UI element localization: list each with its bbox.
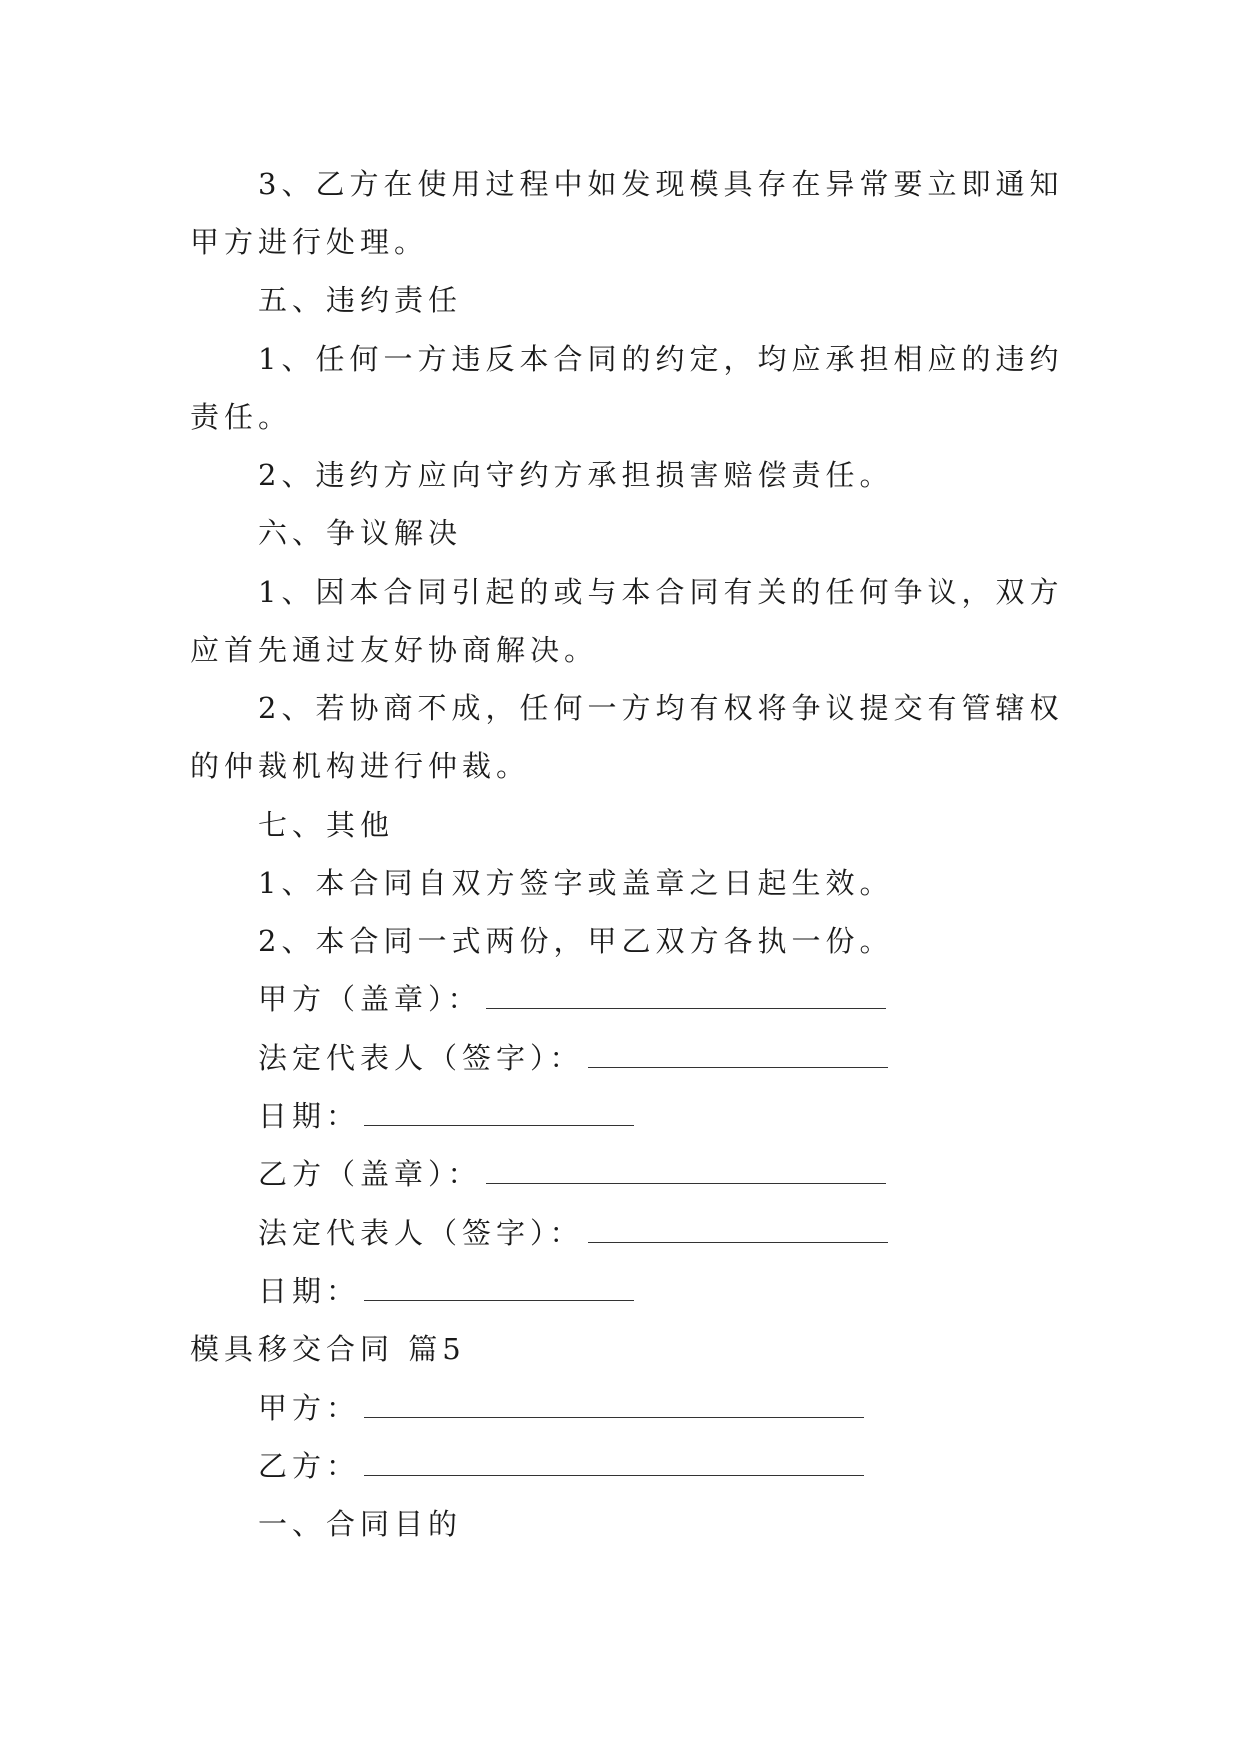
- party-line: [258, 1388, 864, 1428]
- section-heading: 五、违约责任: [258, 283, 463, 317]
- clause-text: 2、本合同一式两份，甲乙双方各执一份。: [258, 924, 894, 958]
- signature-blank[interactable]: [486, 982, 886, 1009]
- party-blank[interactable]: [364, 1449, 864, 1476]
- clause-text: 1、因本合同引起的或与本合同有关的任何争议，双方: [258, 575, 1064, 609]
- section-title: 模具移交合同 篇5: [190, 1332, 466, 1366]
- clause-text: 责任。: [190, 400, 293, 434]
- signature-line: [258, 979, 886, 1019]
- signature-line: [258, 1213, 888, 1253]
- clause-text: 甲方进行处理。: [190, 225, 429, 259]
- clause-text: 的仲裁机构进行仲裁。: [190, 749, 531, 783]
- signature-line: [258, 1038, 888, 1078]
- party-label: 甲方：: [258, 1391, 361, 1425]
- date-blank[interactable]: [364, 1274, 634, 1301]
- signature-line: [258, 1096, 634, 1136]
- signature-blank[interactable]: [486, 1157, 886, 1184]
- clause-text: 1、任何一方违反本合同的约定，均应承担相应的违约: [258, 342, 1064, 376]
- section-heading: 七、其他: [258, 808, 395, 842]
- signature-blank[interactable]: [588, 1216, 888, 1243]
- clause-text: 2、若协商不成，任何一方均有权将争议提交有管辖权: [258, 691, 1064, 725]
- section-heading: 一、合同目的: [258, 1507, 463, 1541]
- party-line: [258, 1446, 864, 1486]
- clause-text: 3、乙方在使用过程中如发现模具存在异常要立即通知: [258, 167, 1064, 201]
- signature-label: 法定代表人（签字）：: [258, 1041, 584, 1075]
- clause-text: 应首先通过友好协商解决。: [190, 633, 599, 667]
- signature-label: 甲方（盖章）：: [258, 982, 482, 1016]
- signature-label: 法定代表人（签字）：: [258, 1216, 584, 1250]
- party-label: 乙方：: [258, 1449, 361, 1483]
- date-blank[interactable]: [364, 1099, 634, 1126]
- signature-label: 乙方（盖章）：: [258, 1157, 482, 1191]
- date-label: 日期：: [258, 1099, 361, 1133]
- section-heading: 六、争议解决: [258, 516, 463, 550]
- signature-line: [258, 1271, 634, 1311]
- party-blank[interactable]: [364, 1391, 864, 1418]
- signature-blank[interactable]: [588, 1041, 888, 1068]
- clause-text: 2、违约方应向守约方承担损害赔偿责任。: [258, 458, 894, 492]
- date-label: 日期：: [258, 1274, 361, 1308]
- signature-line: [258, 1154, 886, 1194]
- clause-text: 1、本合同自双方签字或盖章之日起生效。: [258, 866, 894, 900]
